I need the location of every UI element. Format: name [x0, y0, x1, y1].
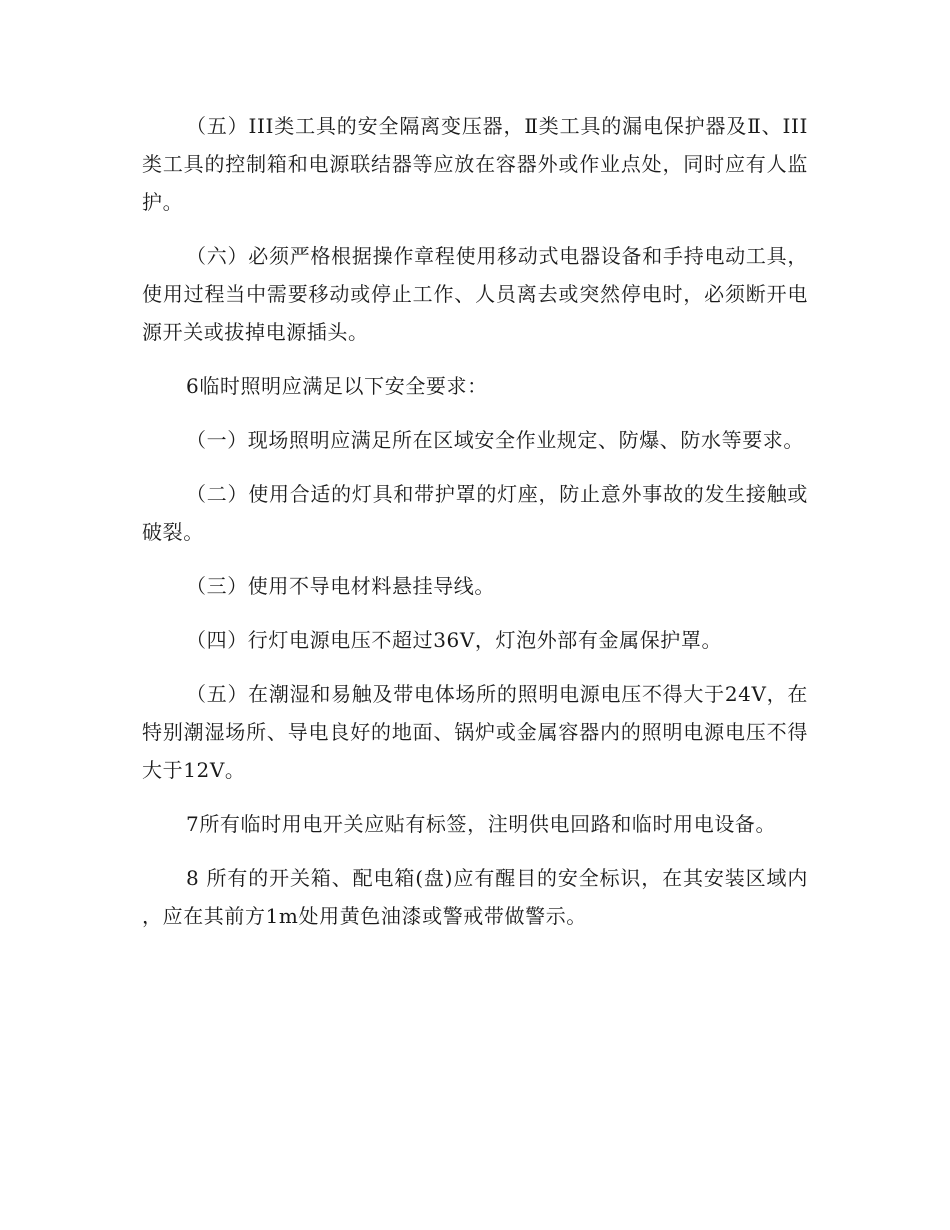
paragraph-tool-transformer: （五）III类工具的安全隔离变压器，Ⅱ类工具的漏电保护器及Ⅱ、III类工具的控制箱和电源联结器等应放在容器外或作业点处，同时应有人监护。 [142, 114, 808, 214]
paragraph-temporary-lighting-heading: 6临时照明应满足以下安全要求： [186, 374, 488, 398]
paragraph-safety-signs: 8 所有的开关箱、配电箱(盘)应有醒目的安全标识，在其安装区域内，应在其前方1m处用黄色油漆或警戒带做警示。 [142, 866, 808, 928]
paragraph-lighting-requirement-5: （五）在潮湿和易触及带电体场所的照明电源电压不得大于24V，在特别潮湿场所、导电良好的地面、锅炉或金属容器内的照明电源电压不得大于12V。 [142, 682, 808, 782]
paragraph-portable-equipment: （六）必须严格根据操作章程使用移动式电器设备和手持电动工具，使用过程当中需要移动或停止工作、人员离去或突然停电时，必须断开电源开关或拔掉电源插头。 [142, 244, 808, 344]
paragraph-switch-labels: 7所有临时用电开关应贴有标签，注明供电回路和临时用电设备。 [186, 812, 777, 836]
paragraph-lighting-requirement-4: （四）行灯电源电压不超过36V，灯泡外部有金属保护罩。 [186, 628, 723, 652]
paragraph-lighting-requirement-2: （二）使用合适的灯具和带护罩的灯座，防止意外事故的发生接触或破裂。 [142, 482, 808, 544]
document-page [142, 107, 808, 951]
paragraph-lighting-requirement-3: （三）使用不导电材料悬挂导线。 [186, 574, 495, 598]
paragraph-lighting-requirement-1: （一）现场照明应满足所在区域安全作业规定、防爆、防水等要求。 [186, 428, 804, 452]
